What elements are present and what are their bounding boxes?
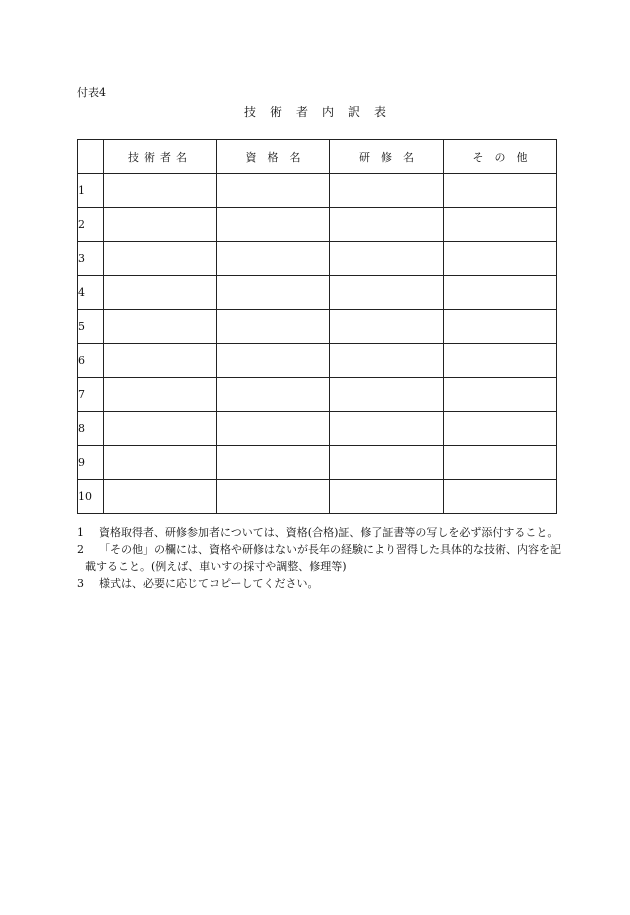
engineer-table (77, 139, 557, 514)
cell-qualification[interactable] (217, 208, 330, 242)
header-engineer-name: 技術者名 (104, 140, 217, 174)
cell-other[interactable] (444, 480, 557, 514)
table-row (78, 480, 557, 514)
row-number: 7 (78, 378, 104, 412)
row-number: 9 (78, 446, 104, 480)
cell-other[interactable] (444, 310, 557, 344)
table-row (78, 344, 557, 378)
table-row (78, 276, 557, 310)
table-header-row (78, 140, 557, 174)
cell-engineer-name[interactable] (104, 242, 217, 276)
cell-qualification[interactable] (217, 446, 330, 480)
cell-engineer-name[interactable] (104, 344, 217, 378)
cell-engineer-name[interactable] (104, 310, 217, 344)
header-corner (78, 140, 104, 174)
cell-other[interactable] (444, 174, 557, 208)
cell-training[interactable] (330, 174, 444, 208)
cell-other[interactable] (444, 344, 557, 378)
note-number: 3 (77, 577, 84, 590)
note-text: 「その他」の欄には、資格や研修はないが長年の経験により習得した具体的な技術、内容を記載すること。(例えば、車いすの採寸や調整、修理等) (85, 543, 561, 573)
row-number: 2 (78, 208, 104, 242)
cell-training[interactable] (330, 208, 444, 242)
cell-other[interactable] (444, 276, 557, 310)
note-text: 資格取得者、研修参加者については、資格(合格)証、修了証書等の写しを必ず添付すること。 (99, 526, 559, 539)
row-number: 8 (78, 412, 104, 446)
table-row (78, 412, 557, 446)
cell-qualification[interactable] (217, 480, 330, 514)
row-number: 3 (78, 242, 104, 276)
note-number: 1 (77, 526, 84, 539)
header-other: そ の 他 (444, 140, 557, 174)
cell-engineer-name[interactable] (104, 480, 217, 514)
notes-section (77, 524, 563, 592)
cell-training[interactable] (330, 344, 444, 378)
cell-engineer-name[interactable] (104, 276, 217, 310)
table-row (78, 174, 557, 208)
cell-training[interactable] (330, 310, 444, 344)
cell-training[interactable] (330, 480, 444, 514)
header-qualification: 資 格 名 (217, 140, 330, 174)
row-number: 1 (78, 174, 104, 208)
cell-qualification[interactable] (217, 412, 330, 446)
cell-engineer-name[interactable] (104, 446, 217, 480)
note-item (77, 541, 563, 575)
cell-other[interactable] (444, 208, 557, 242)
cell-engineer-name[interactable] (104, 378, 217, 412)
row-number: 5 (78, 310, 104, 344)
appendix-label: 付表4 (77, 86, 106, 99)
cell-other[interactable] (444, 446, 557, 480)
cell-qualification[interactable] (217, 310, 330, 344)
cell-other[interactable] (444, 412, 557, 446)
cell-engineer-name[interactable] (104, 174, 217, 208)
cell-qualification[interactable] (217, 378, 330, 412)
cell-other[interactable] (444, 242, 557, 276)
cell-engineer-name[interactable] (104, 412, 217, 446)
cell-training[interactable] (330, 378, 444, 412)
row-number: 4 (78, 276, 104, 310)
table-row (78, 310, 557, 344)
cell-training[interactable] (330, 446, 444, 480)
note-item (77, 575, 563, 592)
note-item (77, 524, 563, 541)
cell-qualification[interactable] (217, 174, 330, 208)
document-title: 技術者内訳表 (243, 105, 400, 119)
cell-training[interactable] (330, 276, 444, 310)
cell-training[interactable] (330, 412, 444, 446)
table-row (78, 242, 557, 276)
table-row (78, 378, 557, 412)
cell-qualification[interactable] (217, 242, 330, 276)
row-number: 10 (78, 480, 104, 514)
note-text: 様式は、必要に応じてコピーしてください。 (99, 577, 319, 590)
header-training: 研 修 名 (330, 140, 444, 174)
table-row (78, 446, 557, 480)
cell-other[interactable] (444, 378, 557, 412)
row-number: 6 (78, 344, 104, 378)
cell-engineer-name[interactable] (104, 208, 217, 242)
cell-qualification[interactable] (217, 276, 330, 310)
note-number: 2 (77, 543, 84, 556)
cell-qualification[interactable] (217, 344, 330, 378)
cell-training[interactable] (330, 242, 444, 276)
table-row (78, 208, 557, 242)
